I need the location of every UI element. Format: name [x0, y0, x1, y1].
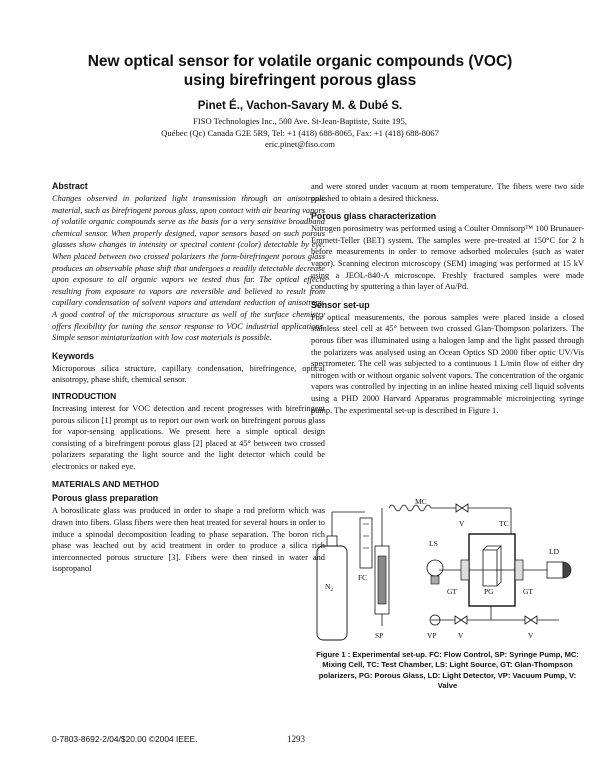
paper-title: [40, 52, 560, 90]
mc-label: MC: [415, 497, 427, 506]
sp-label: SP: [375, 631, 384, 640]
email: eric.pinet@fiso.com: [265, 139, 335, 149]
n2-cylinder: [317, 546, 347, 640]
porous-glass: [483, 546, 501, 586]
introduction-heading: INTRODUCTION: [52, 390, 117, 401]
left-column: [52, 181, 325, 575]
continued-text: and were stored under vacuum at room temperature. The fibers were two side polished to obtain a desired thickness.: [311, 182, 584, 203]
affiliation: [40, 116, 560, 151]
porous-glass-preparation-text: A borosilicate glass was produced in order to shape a rod preform which was drawn into fibers. Glass fibers were then heat treated for several hours in order to induce a spinodal decomposition leading to phase separation. The boron rich phase was leached out by acid treatment in order to produce a silica rich interconnected porous structure [3]. Fibers were then rinsed in water and isopropanol: [52, 506, 325, 574]
authors: Pinet É., Vachon-Savary M. & Dubé S.: [197, 100, 403, 112]
sensor-setup-heading: Sensor set-up: [311, 299, 370, 310]
gt-label-right: GT: [523, 587, 533, 596]
introduction-text: Increasing interest for VOC detection and recent progresses with birefringent porous silicon [1] prompt us to report our own work on birefringent porous glass for vapor-sensing applications. We present here a simple optical design consisting of a birefringent porous glass [2] placed at 45° between two crossed polarizers separating the light source and the light detector which could be electronics or naked eye.: [52, 403, 325, 471]
affiliation-line-1: FISO Technologies Inc., 500 Ave. St-Jean-Baptiste, Suite 195,: [193, 116, 407, 126]
glan-thompson-left: [461, 560, 469, 580]
valve-bottom-right: [525, 616, 537, 624]
affiliation-line-2: Québec (Qc) Canada G2E 5R9, Tel: +1 (418) 688-8065, Fax: +1 (418) 688-8067: [161, 127, 439, 138]
ld-label: LD: [549, 547, 559, 556]
keywords-text: Microporous silica structure, capillary condensation, birefringence, optical anisotropy, phase shift, chemical sensor.: [52, 363, 325, 385]
v-label-bottom-left: V: [458, 631, 464, 640]
v-label-top: V: [459, 519, 465, 528]
light-detector: [547, 562, 563, 578]
copyright-footer: 0-7803-8692-2/04/$20.00 ©2004 IEEE.: [52, 734, 198, 744]
page-number: 1293: [287, 734, 305, 744]
abstract-text: Changes observed in polarized light transmission through an anisotropic material, such as birefringent porous glass, upon contact with air bearing vapors of volatile organic compounds serve as the basis for a very sensitive broadband chemical sensor. When properly designed, vapor sensors based on such porous glasses show changes in intensity or spectral content (color) detectable by eye. When placed between two crossed polarizers the form-birefringent porous glass produces an observable phase shift that undergoes a readily detectable decrease upon exposure to all organic vapors we tested thus far. The optical effects resulting from exposure to vapors are reversible and believed to result from capillary condensation of solvent vapors and attendant reduction of anisotropy. A good control of the microporous structure as well of the surface chemistry offers flexibility for tuning the sensor response to VOC industrial applications. Simple sensor miniaturization with low cost materials is possible.: [52, 194, 325, 343]
n2-label: $N_2$: [325, 582, 334, 593]
flow-control: [360, 518, 372, 568]
fc-label: FC: [358, 573, 368, 582]
vp-label: VP: [427, 631, 437, 640]
figure-1-setup-diagram: [311, 496, 584, 646]
materials-heading: MATERIALS AND METHOD: [52, 479, 160, 490]
title-line-1: New optical sensor for volatile organic compounds (VOC): [87, 53, 513, 70]
pg-label: PG: [484, 587, 494, 596]
figure-caption: Figure 1 : Experimental set-up. FC: Flow Control, SP: Syringe Pump, MC: Mixing Cell, TC: Test Chamber, LS: Light Source, GT: Glan-Thompson polarizers, PG: Porous Glass, LD: Light Detector, VP: Vacuum Pump, V: Valve: [316, 650, 579, 691]
cylinder-valve: [327, 536, 337, 546]
tc-label: TC: [499, 519, 509, 528]
v-label-bottom-right: V: [528, 631, 534, 640]
right-column: [311, 181, 584, 416]
glan-thompson-right: [515, 560, 523, 580]
keywords-heading: Keywords: [52, 350, 95, 361]
characterization-text: Nitrogen porosimetry was performed using a Coulter Omnisorp™ 100 Brunauer-Emmett-Teller (BET) system. The samples were pre-treated at 150°C for 2 h before measurements in order to remove adsorbed molecules (such as water vapor). Scanning electron microscopy (SEM) imaging was performed at 15 kV using a JEOL-840-A microscope. Freshly fractured samples were made conducting by sputtering a thin layer of Au/Pd.: [311, 224, 584, 292]
sensor-setup-text: For optical measurements, the porous samples were placed inside a closed stainless steel cell at 45° between two crossed Glan-Thompson polarizers. The porous fiber was illuminated using a halogen lamp and the light passed through the polarizers was analysed using an Ocean Optics SD 2000 fiber optic UV/Vis spectrometer. The cell was subjected to a continuous 1 L/min flow of either dry nitrogen with or without organic solvent vapors. The concentration of the organic vapors was controlled by injecting in an inline heated mixing cell liquid solvents using a PHD 2000 Harvard Apparatus programmable microinjecting syringe pump. The experimental set-up is described in Figure 1.: [311, 312, 584, 415]
ls-label: LS: [429, 539, 438, 548]
abstract-heading: Abstract: [52, 181, 88, 191]
title-line-2: using birefringent porous glass: [183, 72, 417, 89]
valve-bottom-left: [455, 616, 467, 624]
valve-top: [456, 504, 468, 512]
porous-glass-preparation-heading: Porous glass preparation: [52, 493, 159, 504]
light-source: [427, 560, 443, 576]
gt-label-left: GT: [447, 587, 457, 596]
characterization-heading: Porous glass characterization: [311, 211, 437, 222]
setup-schematic: [311, 496, 584, 646]
